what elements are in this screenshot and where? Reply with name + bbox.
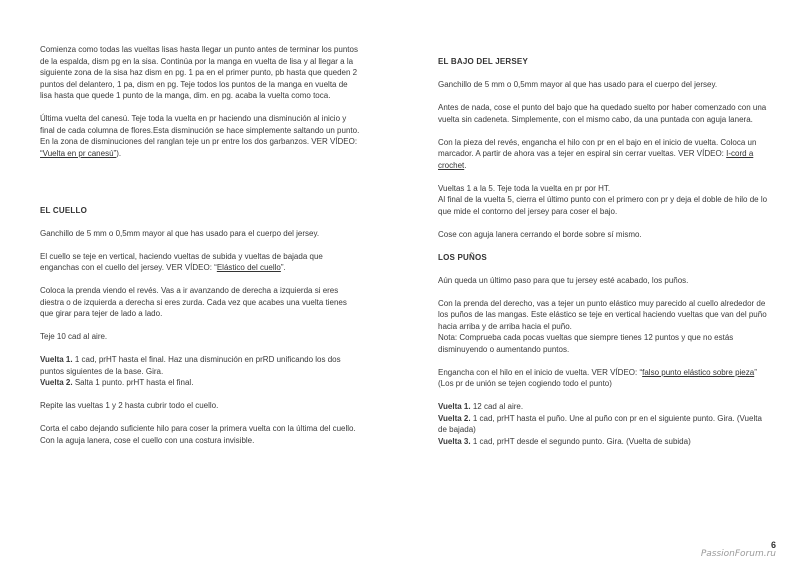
video-link-elastico-cuello[interactable]: Elástico del cuello [216, 263, 281, 272]
video-link-falso-elastico[interactable]: falso punto elástico sobre pieza [642, 367, 755, 377]
paragraph-cuello-repeat: Repite las vueltas 1 y 2 hasta cubrir todo el cuello. [40, 401, 219, 410]
video-link-icord[interactable]: I-cord a crochet [438, 149, 754, 170]
video-link-vuelta-pr-canesu[interactable]: “Vuelta en pr canesú” [40, 148, 117, 158]
page-number: 6 [770, 540, 776, 550]
paragraph-cuello-rows: Vuelta 1. 1 cad, prHT hasta el final. Haz una disminución en prRD unificando los dos puntos siguientes de la base. Gira. Vuelta 2. Salta 1 punto. prHT hasta el final. [40, 355, 341, 387]
paragraph-cuello-finish: Corta el cabo dejando suficiente hilo para coser la primera vuelta con la última del cuello. Con la aguja lanera, cose el cuello con una costura invisible. [40, 424, 356, 445]
heading-punos: LOS PUÑOS [438, 252, 487, 262]
paragraph-last-round-yoke: Última vuelta del canesú. Teje toda la vuelta en pr haciendo una disminución al inicio y final de cada columna de flores.Esta disminución se hace simplemente saltando un punto. En la zona de disminuciones del ranglan teje un pr entre los dos garbanzos. VER VÍDEO: “Vuelta en pr canesú”). [40, 114, 360, 158]
watermark: PassionForum.ru [700, 549, 776, 559]
paragraph-cuello-direction: Coloca la prenda viendo el revés. Vas a ir avanzando de derecha a izquierda si eres diestra o de izquierda a derecha si eres zurda. Cada vez que acabes una vuelta tienes que girar para tejer de lado a lado. [40, 286, 347, 318]
paragraph-cuello-chain: Teje 10 cad al aire. [40, 332, 108, 341]
paragraph-cuello-hook: Ganchillo de 5 mm o 0,5mm mayor al que has usado para el cuerpo del jersey. [40, 228, 320, 238]
paragraph-cuello-vertical: El cuello se teje en vertical, haciendo vueltas de subida y vueltas de bajada que enganchas con el cuello del jersey. VER VÍDEO: “Elástico del cuello”. [40, 251, 323, 272]
paragraph-bajo-close: Cose con aguja lanera cerrando el borde sobre sí mismo. [438, 229, 642, 239]
heading-bajo: EL BAJO DEL JERSEY [438, 57, 528, 66]
paragraph-punos-intro: Aún queda un último paso para que tu jersey esté acabado, los puños. [438, 275, 689, 285]
paragraph-bajo-hook: Ganchillo de 5 mm o 0,5mm mayor al que has usado para el cuerpo del jersey. [438, 80, 718, 89]
paragraph-punos-elastic: Con la prenda del derecho, vas a tejer un punto elástico muy parecido al cuello alrededor de los puños de las mangas. Este elástico se teje en vertical haciendo vueltas que van del puño hacia arriba y de arriba hacia el puño. Nota: Comprueba cada pocas vueltas que siempre tienes 12 puntos y que no estás disminuyendo o aumentando puntos. [438, 298, 767, 354]
paragraph-decreases: Comienza como todas las vueltas lisas hasta llegar un punto antes de terminar los puntos de la espalda, dism pg en la sisa. Continúa por la manga en vuelta de lisa y al llegar a la siguiente zona de la sisa haz dism en pg. 1 pa en el primer punto, pb hasta que queden 2 puntos del delantero, 1 pa, dism en pg. Teje todos los puntos de la manga en vuelta de lisa hasta que quede 1 punto de la manga, dim. en pg. acaba la vuelta como toca. [40, 45, 358, 100]
paragraph-bajo-spiral: Con la pieza del revés, engancha el hilo con pr en el bajo en el inicio de vuelta. Coloca un marcador. A partir de ahora vas a tejer en espiral sin cerrar vueltas. VER VÍDEO: I-cord a crochet. [438, 137, 757, 170]
paragraph-bajo-sew: Antes de nada, cose el punto del bajo que ha quedado suelto por haber comenzado con una vuelta sin cadeneta. Simplemente, con el mismo cabo, da una puntada con aguja lanera. [438, 103, 767, 124]
paragraph-punos-rows: Vuelta 1. 12 cad al aire. Vuelta 2. 1 cad, prHT hasta el puño. Une al puño con pr en el siguiente punto. Gira. (Vuelta de bajada) Vuelta 3. 1 cad, prHT desde el segundo punto. Gira. (Vuelta de subida) [438, 402, 762, 446]
paragraph-punos-start: Engancha con el hilo en el inicio de vuelta. VER VÍDEO: “falso punto elástico sobre pieza” (Los pr de unión se tejen cogiendo todo el punto) [438, 367, 757, 388]
paragraph-bajo-rows: Vueltas 1 a la 5. Teje toda la vuelta en pr por HT. Al final de la vuelta 5, cierra el último punto con el primero con pr y deja el doble de hilo de lo que mide el contorno del jersey para coser el bajo. [438, 183, 768, 216]
right-column [438, 56, 768, 459]
heading-cuello: EL CUELLO [40, 205, 87, 215]
right-page [400, 0, 800, 565]
left-column [40, 44, 360, 458]
